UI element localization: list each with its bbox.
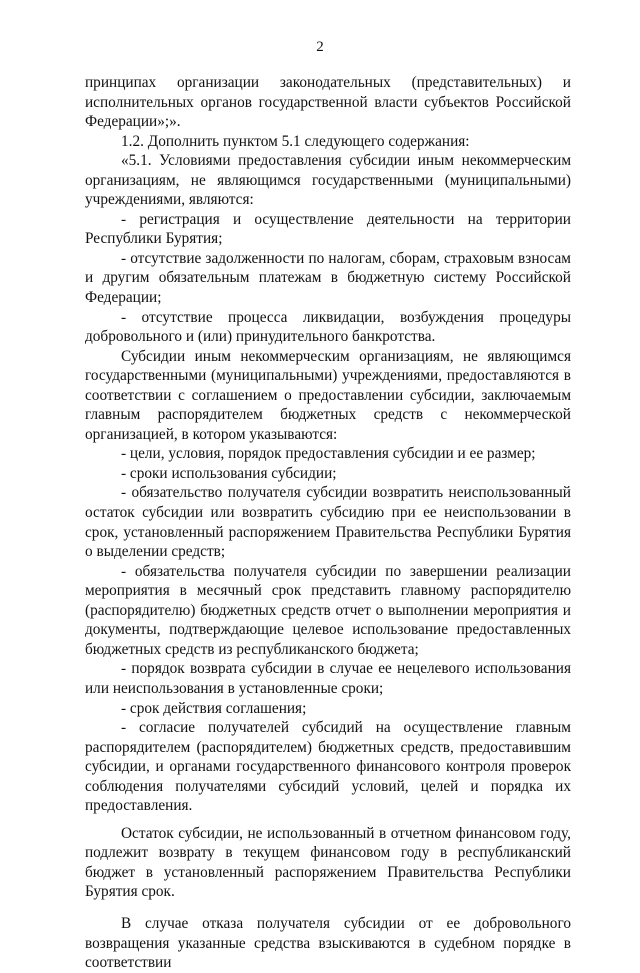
paragraph-conditions-intro: «5.1. Условиями предоставления субсидии иным некоммерческим организациям, не являющимся государственными (муниципальными) учреждениями, являются: xyxy=(85,152,571,209)
list-item-no-liquidation: - отсутствие процесса ликвидации, возбуждения процедуры добровольного и (или) принудительного банкротства. xyxy=(85,308,571,346)
page-number: 2 xyxy=(316,39,324,55)
paragraph-continuation: принципах организации законодательных (представительных) и исполнительных органов государственной власти субъектов Российской Федерации»;». xyxy=(85,74,571,131)
list-item-terms: - сроки использования субсидии; xyxy=(121,464,337,482)
list-item-no-debt: - отсутствие задолженности по налогам, сборам, страховым взносам и другим обязательным платежам в бюджетную систему Российской Федерации; xyxy=(85,249,571,307)
paragraph-refusal: В случае отказа получателя субсидии от ее добровольного возвращения указанные средства взыскиваются в судебном порядке в соответствии xyxy=(85,914,571,972)
list-item-registration: - регистрация и осуществление деятельности на территории Республики Бурятия; xyxy=(85,210,571,248)
paragraph-remainder-return: Остаток субсидии, не использованный в отчетном финансовом году, подлежит возврату в текущем финансовом году в республиканский бюджет в установленный распоряжением Правительства Республики Бурятия срок. xyxy=(85,824,571,901)
list-item-agreement-term: - срок действия соглашения; xyxy=(121,699,307,717)
paragraph-amendment-item: 1.2. Дополнить пунктом 5.1 следующего содержания: xyxy=(121,132,470,150)
list-item-report-obligation: - обязательства получателя субсидии по завершении реализации мероприятия в месячный срок представить главному распорядителю (распорядителю) бюджетных средств отчет о выполнении мероприятия и документы, подтверждающие целевое использование предоставленных бюджетных средств из республиканского бюджета; xyxy=(85,562,571,658)
list-item-consent: - согласие получателей субсидий на осуществление главным распорядителем (распорядителем) бюджетных средств, предоставившим субсидии, и органами государственного финансового контроля проверок соблюдения получателями субсидий условий, целей и порядка их предоставления. xyxy=(85,719,571,815)
document-body xyxy=(85,73,571,973)
list-item-return-obligation: - обязательство получателя субсидии возвратить неиспользованный остаток субсидии или возвратить субсидию при ее неиспользовании в срок, установленный распоряжением Правительства Республики Бурятия о выделении средств; xyxy=(85,484,571,561)
paragraph-agreement-intro: Субсидии иным некоммерческим организациям, не являющимся государственными (муниципальными) учреждениями, предоставляются в соответствии с соглашением о предоставлении субсидии, заключаемым главным распорядителем бюджетных средств с некоммерческой организацией, в котором указываются: xyxy=(85,347,571,443)
list-item-goals: - цели, условия, порядок предоставления субсидии и ее размер; xyxy=(121,445,536,463)
list-item-return-procedure: - порядок возврата субсидии в случае ее нецелевого использования или неиспользования в установленные сроки; xyxy=(85,660,571,697)
